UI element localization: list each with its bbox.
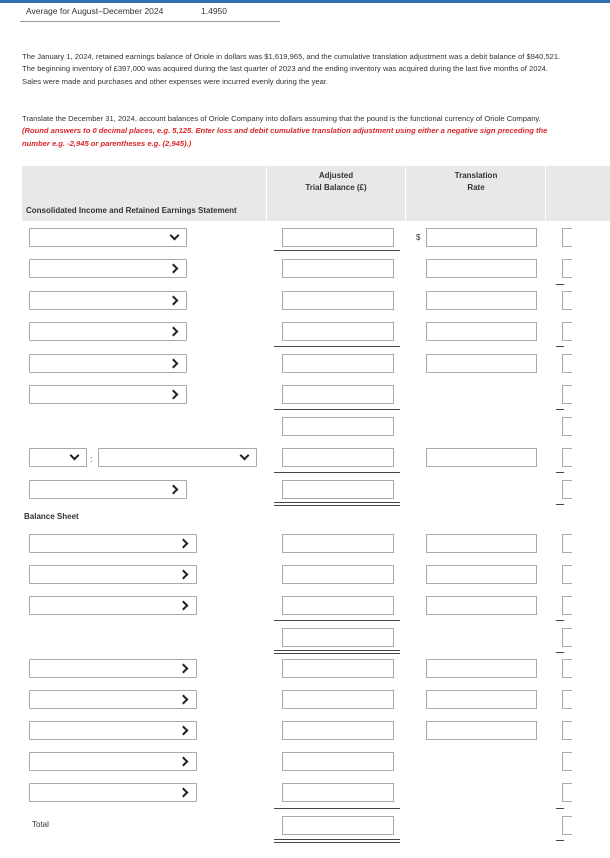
account-select[interactable]: [29, 752, 197, 771]
translation-rate-input[interactable]: [426, 448, 537, 467]
row-rule: [556, 504, 564, 505]
subtotal-input[interactable]: [282, 417, 394, 436]
account-select[interactable]: [29, 322, 187, 341]
account-select[interactable]: [29, 259, 187, 278]
translated-amount-input[interactable]: [562, 322, 572, 341]
column-header-line: Trial Balance (£): [305, 183, 367, 192]
translated-amount-input[interactable]: [562, 690, 572, 709]
row-rule: [556, 840, 564, 841]
account-select[interactable]: [98, 448, 257, 467]
chevron-right-icon: [169, 327, 179, 337]
trial-balance-input[interactable]: [282, 565, 394, 584]
translation-rate-input[interactable]: [426, 259, 537, 278]
translation-rate-input[interactable]: [426, 534, 537, 553]
chevron-down-icon: [70, 451, 80, 461]
translated-amount-input[interactable]: [562, 596, 572, 615]
translated-amount-input[interactable]: [562, 752, 572, 771]
subtotal-input[interactable]: [282, 628, 394, 647]
divider: [20, 21, 280, 22]
column-divider: [545, 166, 546, 221]
trial-balance-input[interactable]: [282, 534, 394, 553]
translated-amount-input[interactable]: [562, 565, 572, 584]
translated-amount-input[interactable]: [562, 259, 572, 278]
trial-balance-input[interactable]: [282, 690, 394, 709]
row-rule-double: [274, 653, 400, 654]
chevron-right-icon: [169, 296, 179, 306]
translation-rate-input[interactable]: [426, 322, 537, 341]
row-rule: [274, 808, 400, 809]
row-rule-double: [274, 502, 400, 503]
trial-balance-input[interactable]: [282, 721, 394, 740]
account-select[interactable]: [29, 480, 187, 499]
translation-rate-input[interactable]: [426, 721, 537, 740]
chevron-right-icon: [169, 264, 179, 274]
row-rule: [556, 652, 564, 653]
account-select[interactable]: [29, 291, 187, 310]
sign-select[interactable]: [29, 448, 87, 467]
trial-balance-input[interactable]: [282, 322, 394, 341]
trial-balance-input[interactable]: [282, 228, 394, 247]
chevron-right-icon: [179, 788, 189, 798]
total-input[interactable]: [282, 816, 394, 835]
chevron-right-icon: [169, 359, 179, 369]
top-accent-bar: [0, 0, 610, 3]
translated-amount-input[interactable]: [562, 480, 572, 499]
row-rule-double: [274, 839, 400, 840]
account-select[interactable]: [29, 659, 197, 678]
total-label: Total: [32, 820, 49, 829]
column-header-translation-rate: [420, 170, 532, 194]
row-rule: [556, 620, 564, 621]
translation-rate-input[interactable]: [426, 659, 537, 678]
row-rule: [556, 808, 564, 809]
translation-rate-input[interactable]: [426, 596, 537, 615]
average-rate-label: Average for August–December 2024: [26, 6, 164, 16]
row-rule: [556, 409, 564, 410]
chevron-right-icon: [179, 664, 189, 674]
section-title-balance-sheet: Balance Sheet: [24, 512, 79, 521]
account-select[interactable]: [29, 354, 187, 373]
row-rule: [274, 409, 400, 410]
trial-balance-input[interactable]: [282, 385, 394, 404]
translated-amount-input[interactable]: [562, 385, 572, 404]
translated-amount-input[interactable]: [562, 448, 572, 467]
translated-amount-input[interactable]: [562, 816, 572, 835]
column-header-line: Translation: [454, 171, 498, 180]
rounding-note: (Round answers to 0 decimal places, e.g. 5,125. Enter loss and debit cumulative translation adjustment using either a negative sign preceding the number e.g. -2,945 or parentheses e.g. (2,945).): [22, 126, 548, 148]
trial-balance-input[interactable]: [282, 291, 394, 310]
translated-amount-input[interactable]: [562, 291, 572, 310]
account-select[interactable]: [29, 690, 197, 709]
chevron-right-icon: [179, 570, 189, 580]
row-rule: [274, 620, 400, 621]
separator-colon: :: [90, 454, 93, 464]
column-divider: [405, 166, 406, 221]
row-rule: [556, 346, 564, 347]
translation-rate-input[interactable]: [426, 291, 537, 310]
instruction-text: Translate the December 31, 2024, account balances of Oriole Company into dollars assuming that the pound is the functional currency of Oriole Company.: [22, 114, 541, 123]
account-select[interactable]: [29, 565, 197, 584]
translated-amount-input[interactable]: [562, 721, 572, 740]
translated-amount-input[interactable]: [562, 783, 572, 802]
account-select[interactable]: [29, 228, 187, 247]
account-select[interactable]: [29, 385, 187, 404]
row-rule: [274, 472, 400, 473]
row-rule-double: [274, 505, 400, 506]
average-rate-value: 1.4950: [201, 6, 227, 16]
row-rule: [274, 250, 400, 251]
translated-amount-input[interactable]: [562, 659, 572, 678]
row-rule-double: [274, 842, 400, 843]
trial-balance-input[interactable]: [282, 783, 394, 802]
trial-balance-input[interactable]: [282, 259, 394, 278]
chevron-down-icon: [240, 451, 250, 461]
translated-amount-input[interactable]: [562, 354, 572, 373]
column-divider: [266, 166, 267, 221]
translation-rate-input[interactable]: [426, 690, 537, 709]
translated-amount-input[interactable]: [562, 417, 572, 436]
instruction-paragraph: [22, 113, 567, 150]
chevron-right-icon: [179, 539, 189, 549]
translated-amount-input[interactable]: [562, 534, 572, 553]
dollar-sign: $: [416, 233, 421, 242]
trial-balance-input[interactable]: [282, 752, 394, 771]
account-select[interactable]: [29, 596, 197, 615]
chevron-right-icon: [179, 726, 189, 736]
column-header-line: Adjusted: [318, 171, 354, 180]
translation-rate-input[interactable]: [426, 228, 537, 247]
translated-amount-input[interactable]: [562, 228, 572, 247]
section-title-income-statement: Consolidated Income and Retained Earnings Statement: [26, 206, 237, 215]
trial-balance-input[interactable]: [282, 596, 394, 615]
row-rule: [556, 284, 564, 285]
row-rule-double: [274, 650, 400, 651]
trial-balance-input[interactable]: [282, 448, 394, 467]
row-rule: [274, 346, 400, 347]
column-header-line: Rate: [467, 183, 485, 192]
chevron-right-icon: [169, 485, 179, 495]
chevron-right-icon: [169, 390, 179, 400]
translation-rate-input[interactable]: [426, 354, 537, 373]
trial-balance-input[interactable]: [282, 354, 394, 373]
trial-balance-input[interactable]: [282, 480, 394, 499]
account-select[interactable]: [29, 721, 197, 740]
column-header-adjusted-trial-balance: [280, 170, 392, 194]
trial-balance-input[interactable]: [282, 659, 394, 678]
chevron-down-icon: [170, 231, 180, 241]
chevron-right-icon: [179, 601, 189, 611]
row-rule: [556, 472, 564, 473]
translated-amount-input[interactable]: [562, 628, 572, 647]
account-select[interactable]: [29, 783, 197, 802]
translation-rate-input[interactable]: [426, 565, 537, 584]
chevron-right-icon: [179, 695, 189, 705]
chevron-right-icon: [179, 757, 189, 767]
account-select[interactable]: [29, 534, 197, 553]
problem-context-paragraph: The January 1, 2024, retained earnings balance of Oriole in dollars was $1,619,965, and the cumulative translation adjustment was a debit balance of $940,521. The beginning inventory of £397,000 was acquired during the last quarter of 2023 and the ending inventory was acquired during the last five months of 2024. Sales were made and purchases and other expenses were incurred evenly during the year.: [22, 52, 561, 86]
